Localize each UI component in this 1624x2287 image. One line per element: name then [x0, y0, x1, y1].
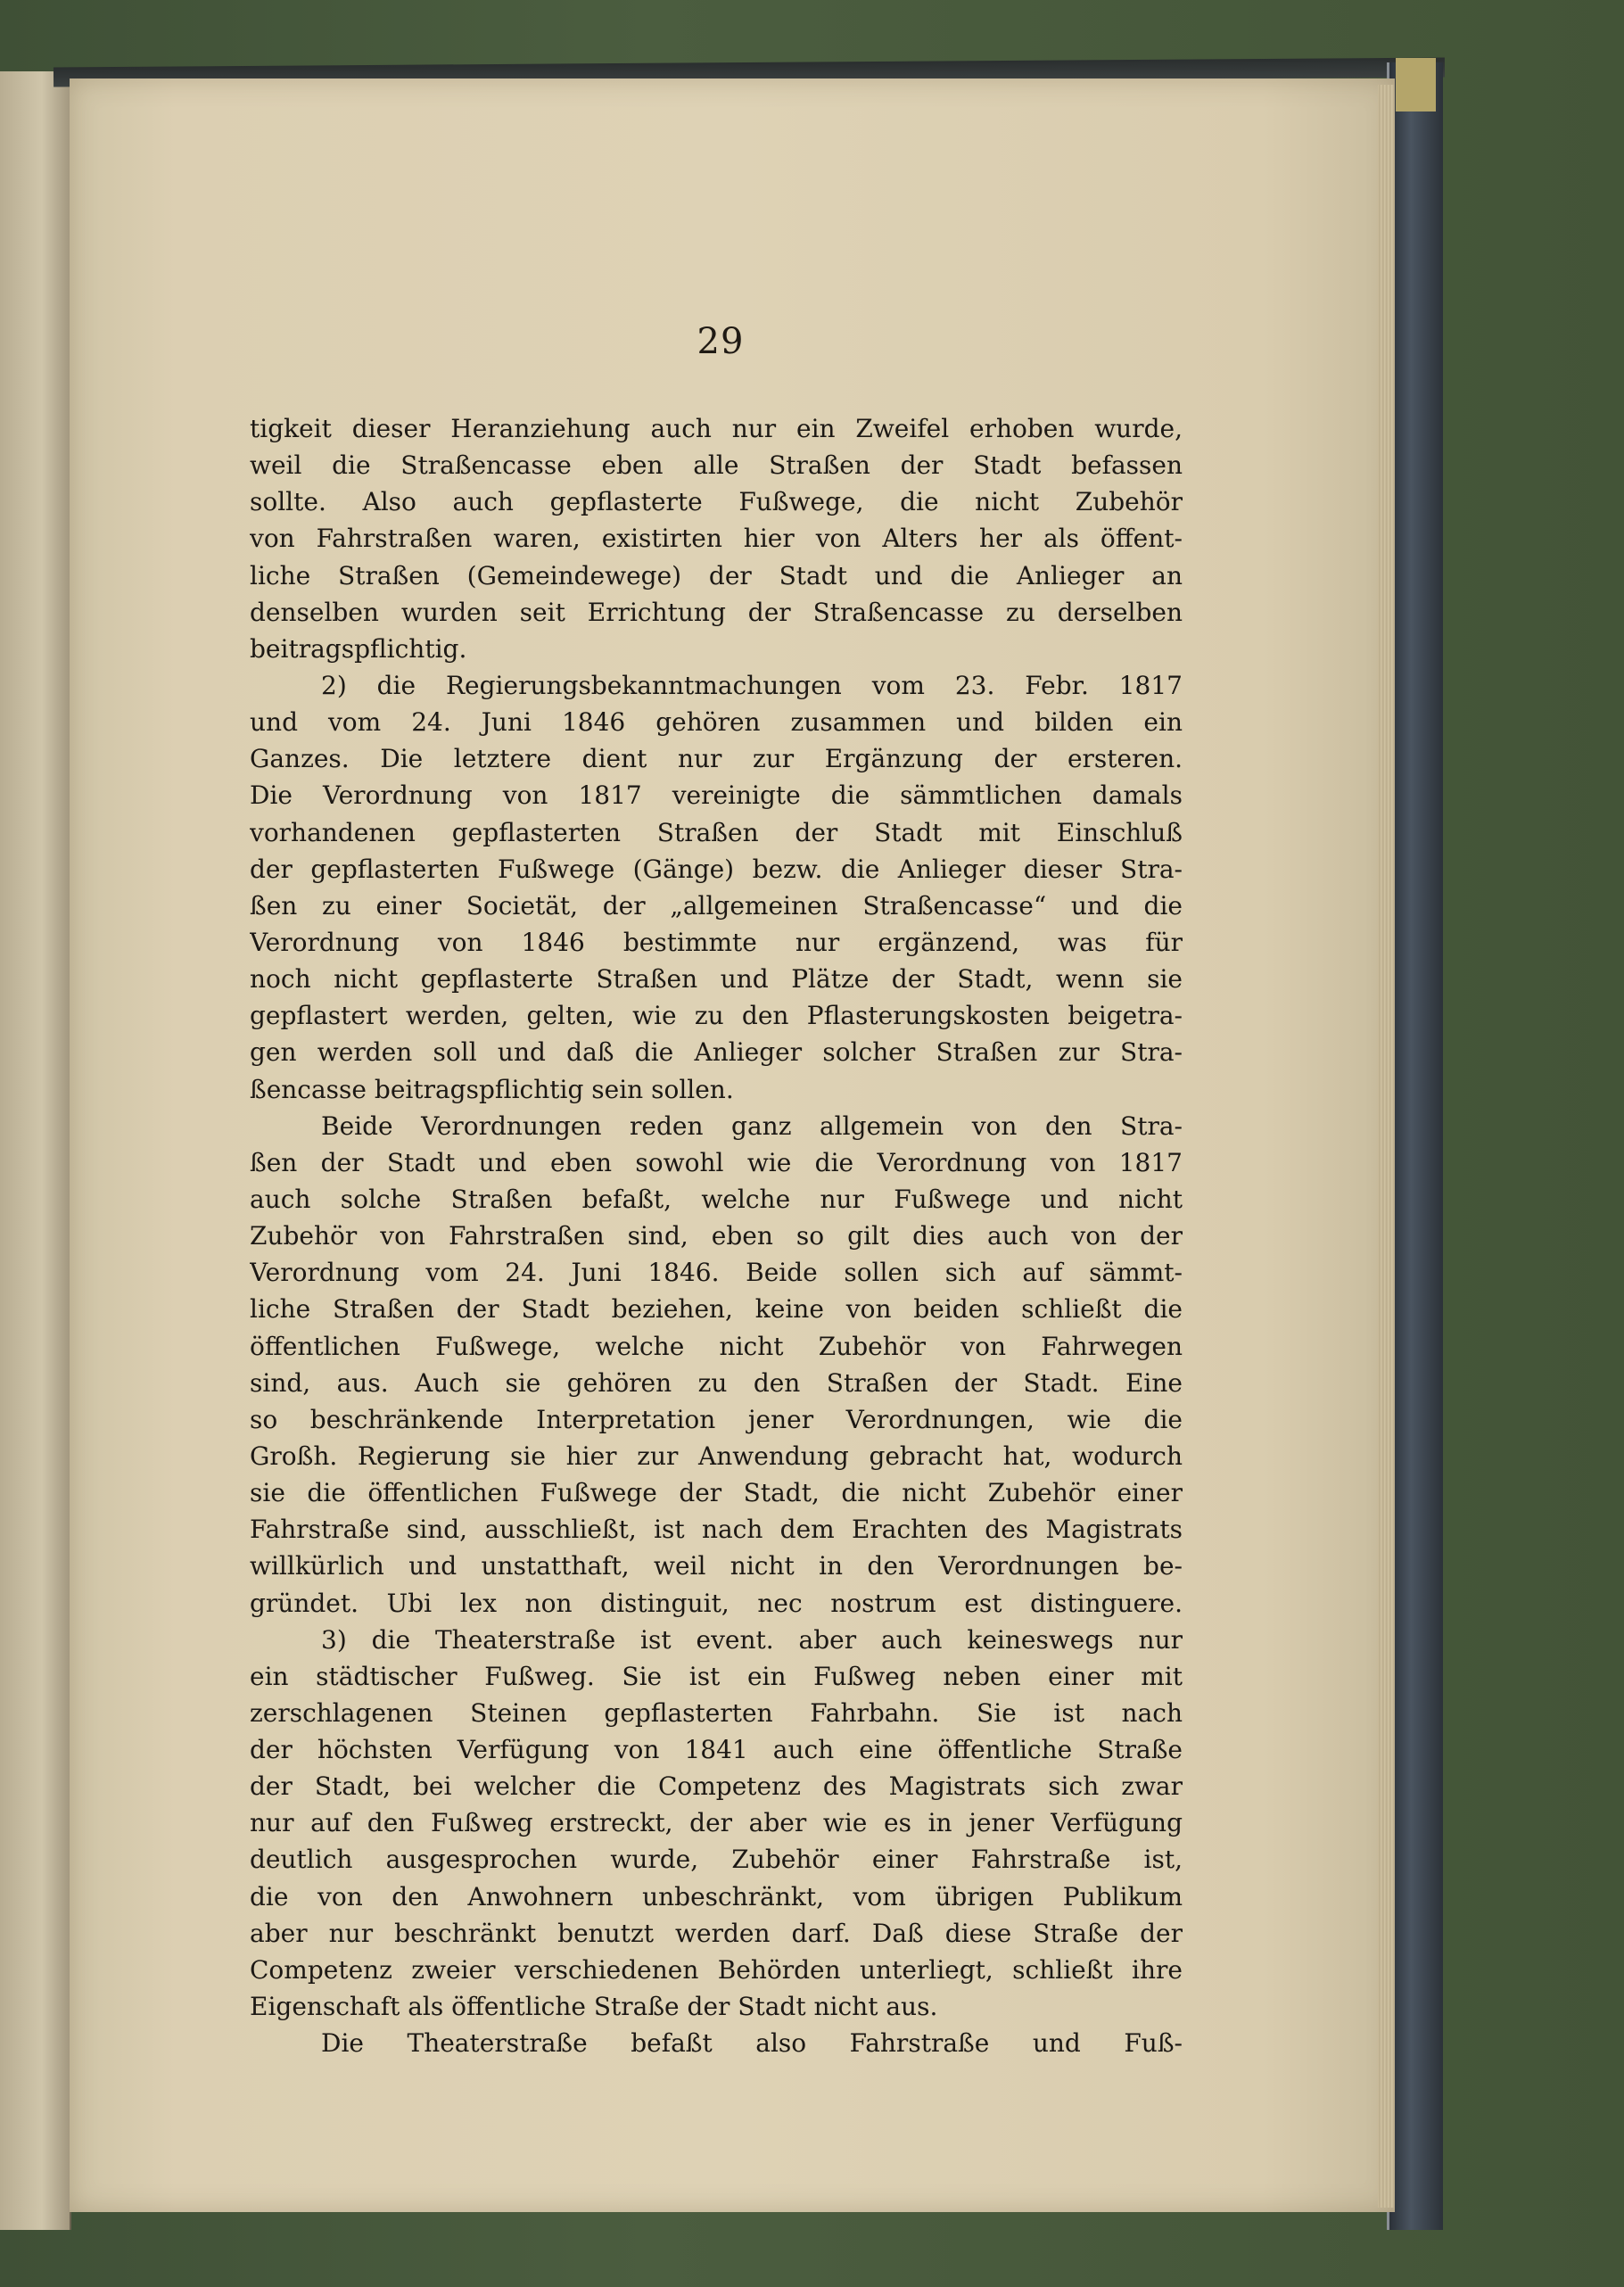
text-line: und vom 24. Juni 1846 gehören zusammen und bilden ein: [250, 707, 1183, 738]
text-line: Verordnung vom 24. Juni 1846. Beide sollen sich auf sämmt-: [250, 1258, 1183, 1288]
text-line: so beschränkende Interpretation jener Verordnungen, wie die: [250, 1404, 1183, 1434]
book-page: [70, 78, 1395, 2212]
text-line: Eigenschaft als öffentliche Straße der Stadt nicht aus.: [250, 1992, 938, 2022]
page-stack-edge: [1378, 85, 1394, 2208]
page-number: 29: [697, 321, 745, 362]
text-line: Beide Verordnungen reden ganz allgemein von den Stra-: [321, 1110, 1183, 1141]
text-line: sie die öffentlichen Fußwege der Stadt, die nicht Zubehör einer: [250, 1478, 1183, 1508]
facing-page-edge: [0, 71, 71, 2230]
text-line: Die Theaterstraße befaßt also Fahrstraße und Fuß-: [321, 2028, 1183, 2059]
text-line: aber nur beschränkt benutzt werden darf. Daß diese Straße der: [250, 1918, 1183, 1948]
text-line: Großh. Regierung sie hier zur Anwendung gebracht hat, wodurch: [250, 1441, 1183, 1471]
text-line: Die Verordnung von 1817 vereinigte die sämmtlichen damals: [250, 780, 1183, 811]
text-line: von Fahrstraßen waren, existirten hier von Alters her als öffent-: [250, 524, 1183, 554]
text-line: Competenz zweier verschiedenen Behörden unterliegt, schließt ihre: [250, 1954, 1183, 1985]
text-line: der gepflasterten Fußwege (Gänge) bezw. die Anlieger dieser Stra-: [250, 854, 1183, 884]
text-line: beitragspflichtig.: [250, 633, 467, 664]
text-line: der höchsten Verfügung von 1841 auch eine öffentliche Straße: [250, 1735, 1183, 1765]
text-line: liche Straßen der Stadt beziehen, keine von beiden schließt die: [250, 1294, 1183, 1325]
text-line: noch nicht gepflasterte Straßen und Plätze der Stadt, wenn sie: [250, 964, 1183, 995]
body-text: [250, 410, 1183, 2061]
text-line: gen werden soll und daß die Anlieger solcher Straßen zur Stra-: [250, 1037, 1183, 1068]
text-line: auch solche Straßen befaßt, welche nur Fußwege und nicht: [250, 1184, 1183, 1214]
text-line: die von den Anwohnern unbeschränkt, vom übrigen Publikum: [250, 1881, 1183, 1911]
text-line: gepflastert werden, gelten, wie zu den Pflasterungskosten beigetra-: [250, 1001, 1183, 1031]
spine-corner-label: [1396, 58, 1436, 111]
text-line: Fahrstraße sind, ausschließt, ist nach dem Erachten des Magistrats: [250, 1515, 1183, 1545]
text-line: liche Straßen (Gemeindewege) der Stadt und die Anlieger an: [250, 560, 1183, 590]
text-line: Ganzes. Die letztere dient nur zur Ergänzung der ersteren.: [250, 744, 1183, 774]
text-line: der Stadt, bei welcher die Competenz des Magistrats sich zwar: [250, 1771, 1183, 1802]
text-line: nur auf den Fußweg erstreckt, der aber wie es in jener Verfügung: [250, 1808, 1183, 1838]
text-line: gründet. Ubi lex non distinguit, nec nostrum est distinguere.: [250, 1588, 1183, 1618]
text-line: weil die Straßencasse eben alle Straßen der Stadt befassen: [250, 450, 1183, 481]
text-line: ßencasse beitragspflichtig sein sollen.: [250, 1074, 734, 1104]
text-line: ßen der Stadt und eben sowohl wie die Verordnung von 1817: [250, 1147, 1183, 1177]
text-line: Zubehör von Fahrstraßen sind, eben so gilt dies auch von der: [250, 1221, 1183, 1251]
text-line: ein städtischer Fußweg. Sie ist ein Fußweg neben einer mit: [250, 1661, 1183, 1691]
text-line: 2) die Regierungsbekanntmachungen vom 23. Febr. 1817: [321, 670, 1183, 700]
text-line: tigkeit dieser Heranziehung auch nur ein Zweifel erhoben wurde,: [250, 414, 1183, 443]
text-line: vorhandenen gepflasterten Straßen der Stadt mit Einschluß: [250, 817, 1183, 847]
book-spine: [1387, 62, 1443, 2230]
text-line: sollte. Also auch gepflasterte Fußwege, die nicht Zubehör: [250, 487, 1183, 517]
text-line: deutlich ausgesprochen wurde, Zubehör einer Fahrstraße ist,: [250, 1845, 1183, 1875]
text-line: sind, aus. Auch sie gehören zu den Straßen der Stadt. Eine: [250, 1367, 1183, 1398]
text-line: Verordnung von 1846 bestimmte nur ergänzend, was für: [250, 927, 1183, 957]
text-line: öffentlichen Fußwege, welche nicht Zubehör von Fahrwegen: [250, 1331, 1183, 1361]
text-line: zerschlagenen Steinen gepflasterten Fahrbahn. Sie ist nach: [250, 1697, 1183, 1728]
text-line: ßen zu einer Societät, der „allgemeinen Straßencasse“ und die: [250, 890, 1183, 921]
text-line: willkürlich und unstatthaft, weil nicht in den Verordnungen be-: [250, 1551, 1183, 1581]
text-line: denselben wurden seit Errichtung der Straßencasse zu derselben: [250, 597, 1183, 627]
text-line: 3) die Theaterstraße ist event. aber auch keineswegs nur: [321, 1624, 1183, 1655]
